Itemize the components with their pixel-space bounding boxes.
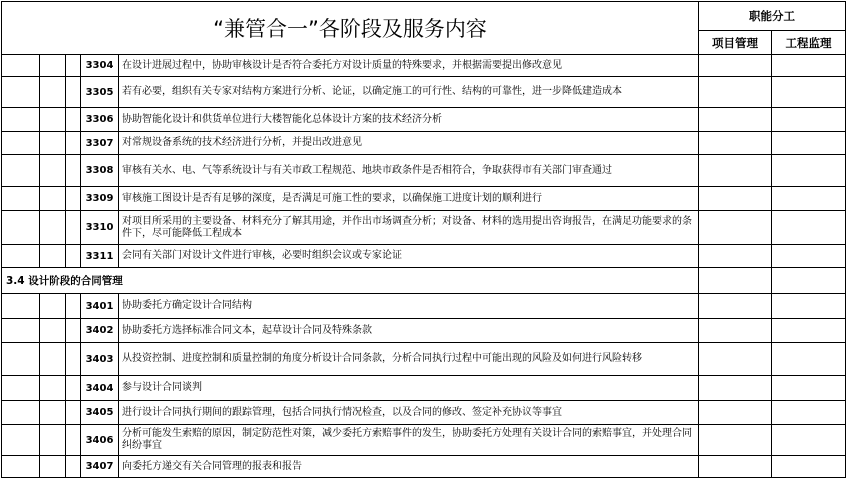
service-table xyxy=(1,1,846,478)
blank-cell xyxy=(66,319,81,343)
item-description: 在设计进展过程中，协助审核设计是否符合委托方对设计质量的特殊要求，并根据需要提出修改意见 xyxy=(119,55,699,77)
item-description: 审核有关水、电、气等系统设计与有关市政工程规范、地块市政条件是否相符合，争取获得市有关部门审查通过 xyxy=(119,155,699,187)
supervision-cell xyxy=(772,108,846,132)
table-row xyxy=(2,132,846,155)
supervision-cell xyxy=(772,245,846,268)
item-description: 分析可能发生索赔的原因，制定防范性对策，减少委托方索赔事件的发生，协助委托方处理有关设计合同的索赔事宜，并处理合同纠纷事宜 xyxy=(119,425,699,456)
table-row xyxy=(2,211,846,245)
blank-cell xyxy=(40,401,66,425)
supervision-cell xyxy=(772,187,846,211)
item-description: 协助委托方选择标准合同文本，起草设计合同及特殊条款 xyxy=(119,319,699,343)
blank-cell xyxy=(40,132,66,155)
blank-cell xyxy=(2,456,40,478)
item-code: 3406 xyxy=(81,425,119,456)
blank-cell xyxy=(40,343,66,376)
item-code: 3407 xyxy=(81,456,119,478)
item-code: 3401 xyxy=(81,294,119,319)
project-management-cell xyxy=(699,245,772,268)
blank-cell xyxy=(66,401,81,425)
table-row xyxy=(2,55,846,77)
project-management-cell xyxy=(699,77,772,108)
blank-cell xyxy=(66,187,81,211)
supervision-cell xyxy=(772,343,846,376)
item-description: 进行设计合同执行期间的跟踪管理，包括合同执行情况检查，以及合同的修改、签定补充协议等事宜 xyxy=(119,401,699,425)
section-row xyxy=(2,268,846,294)
table-row xyxy=(2,456,846,478)
supervision-cell xyxy=(772,294,846,319)
blank-cell xyxy=(2,187,40,211)
item-code: 3307 xyxy=(81,132,119,155)
project-management-cell xyxy=(699,268,772,294)
blank-cell xyxy=(40,108,66,132)
project-management-cell xyxy=(699,456,772,478)
supervision-cell xyxy=(772,55,846,77)
item-code: 3309 xyxy=(81,187,119,211)
blank-cell xyxy=(66,77,81,108)
blank-cell xyxy=(66,456,81,478)
blank-cell xyxy=(66,245,81,268)
blank-cell xyxy=(66,55,81,77)
supervision-cell xyxy=(772,425,846,456)
blank-cell xyxy=(66,155,81,187)
item-code: 3308 xyxy=(81,155,119,187)
supervision-cell xyxy=(772,132,846,155)
blank-cell xyxy=(66,294,81,319)
table-row xyxy=(2,187,846,211)
blank-cell xyxy=(2,108,40,132)
blank-cell xyxy=(40,187,66,211)
table-row xyxy=(2,343,846,376)
item-description: 审核施工图设计是否有足够的深度，是否满足可施工性的要求，以确保施工进度计划的顺利进行 xyxy=(119,187,699,211)
item-description: 向委托方递交有关合同管理的报表和报告 xyxy=(119,456,699,478)
table-row xyxy=(2,319,846,343)
table-row xyxy=(2,77,846,108)
item-description: 对常规设备系统的技术经济进行分析，并提出改进意见 xyxy=(119,132,699,155)
supervision-cell xyxy=(772,211,846,245)
supervision-cell xyxy=(772,77,846,108)
blank-cell xyxy=(2,132,40,155)
supervision-cell xyxy=(772,155,846,187)
blank-cell xyxy=(2,155,40,187)
item-description: 若有必要，组织有关专家对结构方案进行分析、论证，以确定施工的可行性、结构的可靠性，进一步降低建造成本 xyxy=(119,77,699,108)
item-code: 3310 xyxy=(81,211,119,245)
blank-cell xyxy=(2,343,40,376)
table-row xyxy=(2,294,846,319)
blank-cell xyxy=(66,376,81,401)
blank-cell xyxy=(40,376,66,401)
header-project-management: 项目管理 xyxy=(699,31,772,55)
blank-cell xyxy=(66,108,81,132)
table-row xyxy=(2,245,846,268)
project-management-cell xyxy=(699,425,772,456)
blank-cell xyxy=(2,376,40,401)
item-description: 会同有关部门对设计文件进行审核，必要时组织会议或专家论证 xyxy=(119,245,699,268)
blank-cell xyxy=(40,294,66,319)
supervision-cell xyxy=(772,456,846,478)
project-management-cell xyxy=(699,401,772,425)
item-code: 3305 xyxy=(81,77,119,108)
blank-cell xyxy=(2,55,40,77)
table-row xyxy=(2,376,846,401)
project-management-cell xyxy=(699,343,772,376)
blank-cell xyxy=(2,401,40,425)
item-code: 3304 xyxy=(81,55,119,77)
blank-cell xyxy=(66,132,81,155)
item-code: 3306 xyxy=(81,108,119,132)
project-management-cell xyxy=(699,211,772,245)
supervision-cell xyxy=(772,401,846,425)
blank-cell xyxy=(40,211,66,245)
project-management-cell xyxy=(699,319,772,343)
blank-cell xyxy=(40,55,66,77)
project-management-cell xyxy=(699,294,772,319)
blank-cell xyxy=(40,245,66,268)
table-row xyxy=(2,401,846,425)
project-management-cell xyxy=(699,187,772,211)
blank-cell xyxy=(66,343,81,376)
blank-cell xyxy=(40,319,66,343)
blank-cell xyxy=(2,319,40,343)
item-code: 3311 xyxy=(81,245,119,268)
blank-cell xyxy=(40,155,66,187)
item-description: 对项目所采用的主要设备、材料充分了解其用途，并作出市场调查分析；对设备、材料的选用提出咨询报告，在满足功能要求的条件下，尽可能降低工程成本 xyxy=(119,211,699,245)
blank-cell xyxy=(40,425,66,456)
supervision-cell xyxy=(772,268,846,294)
project-management-cell xyxy=(699,376,772,401)
supervision-cell xyxy=(772,319,846,343)
supervision-cell xyxy=(772,376,846,401)
blank-cell xyxy=(2,211,40,245)
table-row xyxy=(2,425,846,456)
item-code: 3404 xyxy=(81,376,119,401)
blank-cell xyxy=(2,77,40,108)
header-engineering-supervision: 工程监理 xyxy=(772,31,846,55)
project-management-cell xyxy=(699,155,772,187)
blank-cell xyxy=(40,456,66,478)
section-heading: 3.4 设计阶段的合同管理 xyxy=(2,268,699,294)
item-code: 3403 xyxy=(81,343,119,376)
header-function-division: 职能分工 xyxy=(699,2,846,31)
item-code: 3402 xyxy=(81,319,119,343)
blank-cell xyxy=(2,425,40,456)
blank-cell xyxy=(40,77,66,108)
item-description: 协助委托方确定设计合同结构 xyxy=(119,294,699,319)
item-description: 参与设计合同谈判 xyxy=(119,376,699,401)
blank-cell xyxy=(2,245,40,268)
item-code: 3405 xyxy=(81,401,119,425)
blank-cell xyxy=(2,294,40,319)
blank-cell xyxy=(66,211,81,245)
project-management-cell xyxy=(699,55,772,77)
item-description: 从投资控制、进度控制和质量控制的角度分析设计合同条款，分析合同执行过程中可能出现的风险及如何进行风险转移 xyxy=(119,343,699,376)
item-description: 协助智能化设计和供货单位进行大楼智能化总体设计方案的技术经济分析 xyxy=(119,108,699,132)
project-management-cell xyxy=(699,132,772,155)
table-row xyxy=(2,155,846,187)
blank-cell xyxy=(66,425,81,456)
table-row xyxy=(2,108,846,132)
project-management-cell xyxy=(699,108,772,132)
page-title: “兼管合一”各阶段及服务内容 xyxy=(2,2,699,55)
